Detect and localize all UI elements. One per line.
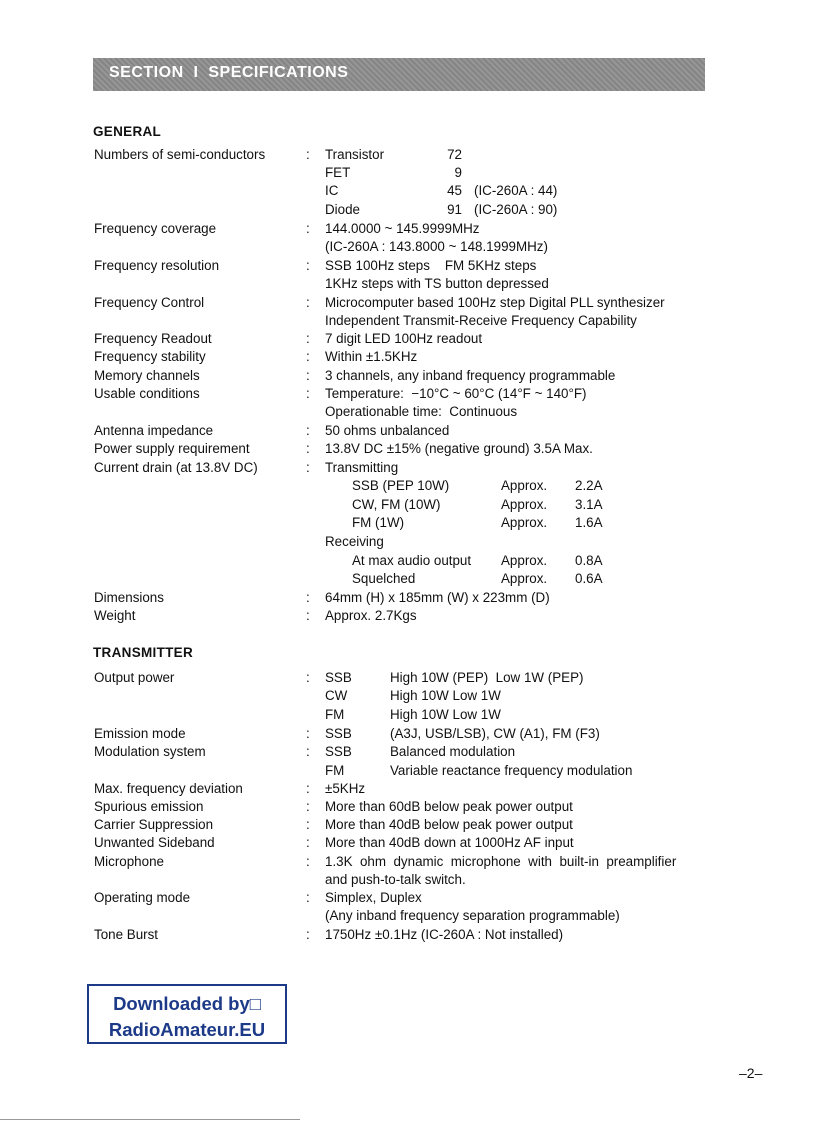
spec-value: Balanced modulation <box>390 744 516 759</box>
spec-row-unwanted-sideband <box>0 835 816 853</box>
spec-row-operating-mode <box>0 890 816 908</box>
spec-label: Frequency Control <box>94 295 205 310</box>
spec-value: 13.8V DC ±15% (negative ground) 3.5A Max. <box>325 441 593 456</box>
drain-value: 0.8A <box>575 553 603 568</box>
power-value: High 10W Low 1W <box>390 688 501 703</box>
colon: : <box>306 890 310 905</box>
spec-label: Emission mode <box>94 726 186 741</box>
spec-row-power-supply <box>0 441 816 459</box>
semiconductor-count: 72 <box>447 147 462 162</box>
spec-row-output-power <box>0 670 816 688</box>
receiving-label: Receiving <box>325 534 384 549</box>
spec-label: Microphone <box>94 854 164 869</box>
spec-value: ±5KHz <box>325 781 366 796</box>
spec-value: Operationable time: Continuous <box>325 404 518 419</box>
spec-row-weight <box>0 608 816 626</box>
drain-approx: Approx. <box>501 515 548 530</box>
colon: : <box>306 147 310 162</box>
colon: : <box>306 331 310 346</box>
drain-approx: Approx. <box>501 478 548 493</box>
drain-value: 1.6A <box>575 515 603 530</box>
spec-value: 64mm (H) x 185mm (W) x 223mm (D) <box>325 590 550 605</box>
spec-value: (A3J, USB/LSB), CW (A1), FM (F3) <box>390 726 600 741</box>
spec-label: Frequency resolution <box>94 258 220 273</box>
modulation-mode: FM <box>325 763 345 778</box>
current-drain-row <box>0 571 816 589</box>
spec-label: Unwanted Sideband <box>94 835 215 850</box>
spec-label: Carrier Suppression <box>94 817 214 832</box>
stamp-line: Downloaded by□ <box>113 993 261 1014</box>
spec-row-usable-conditions-2 <box>0 404 816 422</box>
spec-label: Frequency Readout <box>94 331 212 346</box>
colon: : <box>306 221 310 236</box>
spec-row-emission-mode <box>0 726 816 744</box>
semiconductor-count: 45 <box>447 183 462 198</box>
spec-label: Numbers of semi-conductors <box>94 147 266 162</box>
spec-row-frequency-coverage-2 <box>0 239 816 257</box>
receiving-row <box>0 534 816 552</box>
spec-row-dimensions <box>0 590 816 608</box>
page-number: –2– <box>739 1065 763 1081</box>
section-title: SECTION I SPECIFICATIONS <box>109 64 349 81</box>
spec-value: 7 digit LED 100Hz readout <box>325 331 483 346</box>
drain-mode: CW, FM (10W) <box>352 497 441 512</box>
spec-row-output-power-fm <box>0 707 816 725</box>
colon: : <box>306 927 310 942</box>
spec-row-semiconductors-ic <box>0 183 816 201</box>
spec-value: 1.3K ohm dynamic microphone with built-in preamplifier <box>325 854 677 869</box>
drain-mode: FM (1W) <box>352 515 405 530</box>
spec-row-semiconductors-diode <box>0 202 816 220</box>
spec-row-frequency-readout <box>0 331 816 349</box>
emission-mode: SSB <box>325 726 352 741</box>
spec-row-frequency-resolution-2 <box>0 276 816 294</box>
power-mode: CW <box>325 688 348 703</box>
colon: : <box>306 460 310 475</box>
spec-value: (Any inband frequency separation programmable) <box>325 908 620 923</box>
semiconductor-count: 9 <box>454 165 462 180</box>
power-value: High 10W Low 1W <box>390 707 501 722</box>
colon: : <box>306 799 310 814</box>
spec-value: More than 40dB below peak power output <box>325 817 573 832</box>
modulation-mode: SSB <box>325 744 352 759</box>
semiconductor-name: Diode <box>325 202 360 217</box>
colon: : <box>306 608 310 623</box>
colon: : <box>306 423 310 438</box>
colon: : <box>306 726 310 741</box>
spec-label: Memory channels <box>94 368 200 383</box>
power-mode: SSB <box>325 670 352 685</box>
spec-row-usable-conditions <box>0 386 816 404</box>
drain-approx: Approx. <box>501 497 548 512</box>
current-drain-row <box>0 497 816 515</box>
colon: : <box>306 295 310 310</box>
drain-mode: At max audio output <box>352 553 472 568</box>
transmitter-heading: TRANSMITTER <box>93 645 194 660</box>
colon: : <box>306 386 310 401</box>
spec-label: Tone Burst <box>94 927 159 942</box>
general-heading: GENERAL <box>93 124 162 139</box>
current-drain-row <box>0 478 816 496</box>
colon: : <box>306 835 310 850</box>
spec-row-memory-channels <box>0 368 816 386</box>
spec-label: Antenna impedance <box>94 423 214 438</box>
spec-row-tone-burst <box>0 927 816 945</box>
drain-value: 2.2A <box>575 478 603 493</box>
drain-mode: Squelched <box>352 571 416 586</box>
spec-label: Weight <box>94 608 136 623</box>
colon: : <box>306 670 310 685</box>
spec-row-antenna-impedance <box>0 423 816 441</box>
spec-row-spurious-emission <box>0 799 816 817</box>
semiconductor-name: Transistor <box>325 147 385 162</box>
colon: : <box>306 817 310 832</box>
spec-value: Microcomputer based 100Hz step Digital PLL synthesizer <box>325 295 665 310</box>
spec-value: Independent Transmit-Receive Frequency Capability <box>325 313 637 328</box>
spec-label: Dimensions <box>94 590 164 605</box>
spec-row-modulation-system <box>0 744 816 762</box>
drain-mode: SSB (PEP 10W) <box>352 478 450 493</box>
colon: : <box>306 368 310 383</box>
spec-value: Variable reactance frequency modulation <box>390 763 633 778</box>
colon: : <box>306 349 310 364</box>
spec-value: More than 60dB below peak power output <box>325 799 573 814</box>
colon: : <box>306 854 310 869</box>
spec-label: Current drain (at 13.8V DC) <box>94 460 258 475</box>
spec-label: Frequency coverage <box>94 221 217 236</box>
spec-label: Operating mode <box>94 890 191 905</box>
spec-row-modulation-system-fm <box>0 763 816 781</box>
download-stamp <box>87 984 287 1044</box>
colon: : <box>306 744 310 759</box>
colon: : <box>306 441 310 456</box>
bottom-rule <box>0 1119 300 1120</box>
drain-approx: Approx. <box>501 571 548 586</box>
power-mode: FM <box>325 707 345 722</box>
spec-row-frequency-control <box>0 295 816 313</box>
spec-label: Spurious emission <box>94 799 204 814</box>
spec-row-operating-mode-2 <box>0 908 816 926</box>
spec-label: Max. frequency deviation <box>94 781 243 796</box>
power-value: High 10W (PEP) Low 1W (PEP) <box>390 670 584 685</box>
section-banner <box>93 58 705 91</box>
spec-value: 1750Hz ±0.1Hz (IC-260A : Not installed) <box>325 927 564 942</box>
spec-row-semiconductors <box>0 147 816 165</box>
semiconductor-name: FET <box>325 165 351 180</box>
spec-label: Power supply requirement <box>94 441 250 456</box>
spec-value: 1KHz steps with TS button depressed <box>325 276 549 291</box>
drain-approx: Approx. <box>501 553 548 568</box>
current-drain-row <box>0 553 816 571</box>
spec-row-frequency-resolution <box>0 258 816 276</box>
spec-value: 3 channels, any inband frequency programmable <box>325 368 616 383</box>
spec-row-frequency-coverage <box>0 221 816 239</box>
semiconductor-note: (IC-260A : 44) <box>474 183 558 198</box>
spec-row-frequency-control-2 <box>0 313 816 331</box>
spec-label: Modulation system <box>94 744 206 759</box>
colon: : <box>306 781 310 796</box>
spec-value: 144.0000 ~ 145.9999MHz <box>325 221 480 236</box>
spec-row-max-deviation <box>0 781 816 799</box>
spec-row-frequency-stability <box>0 349 816 367</box>
spec-row-microphone <box>0 854 816 872</box>
semiconductor-note: (IC-260A : 90) <box>474 202 558 217</box>
spec-label: Usable conditions <box>94 386 200 401</box>
spec-value: 50 ohms unbalanced <box>325 423 450 438</box>
drain-value: 3.1A <box>575 497 603 512</box>
spec-value: and push-to-talk switch. <box>325 872 466 887</box>
current-drain-row <box>0 515 816 533</box>
spec-value: Approx. 2.7Kgs <box>325 608 417 623</box>
spec-value: SSB 100Hz steps FM 5KHz steps <box>325 258 537 273</box>
semiconductor-name: IC <box>325 183 339 198</box>
spec-label: Frequency stability <box>94 349 206 364</box>
spec-value: Within ±1.5KHz <box>325 349 418 364</box>
stamp-line: RadioAmateur.EU <box>108 1019 266 1040</box>
spec-row-current-drain <box>0 460 816 478</box>
semiconductor-count: 91 <box>447 202 462 217</box>
spec-value: Simplex, Duplex <box>325 890 422 905</box>
drain-value: 0.6A <box>575 571 603 586</box>
spec-label: Output power <box>94 670 175 685</box>
spec-row-microphone-2 <box>0 872 816 890</box>
spec-row-output-power-cw <box>0 688 816 706</box>
spec-row-carrier-suppression <box>0 817 816 835</box>
spec-value: More than 40dB down at 1000Hz AF input <box>325 835 574 850</box>
transmitting-label: Transmitting <box>325 460 399 475</box>
spec-value: (IC-260A : 143.8000 ~ 148.1999MHz) <box>325 239 548 254</box>
colon: : <box>306 258 310 273</box>
spec-value: Temperature: −10°C ~ 60°C (14°F ~ 140°F) <box>325 386 587 401</box>
colon: : <box>306 590 310 605</box>
spec-row-semiconductors-fet <box>0 165 816 183</box>
